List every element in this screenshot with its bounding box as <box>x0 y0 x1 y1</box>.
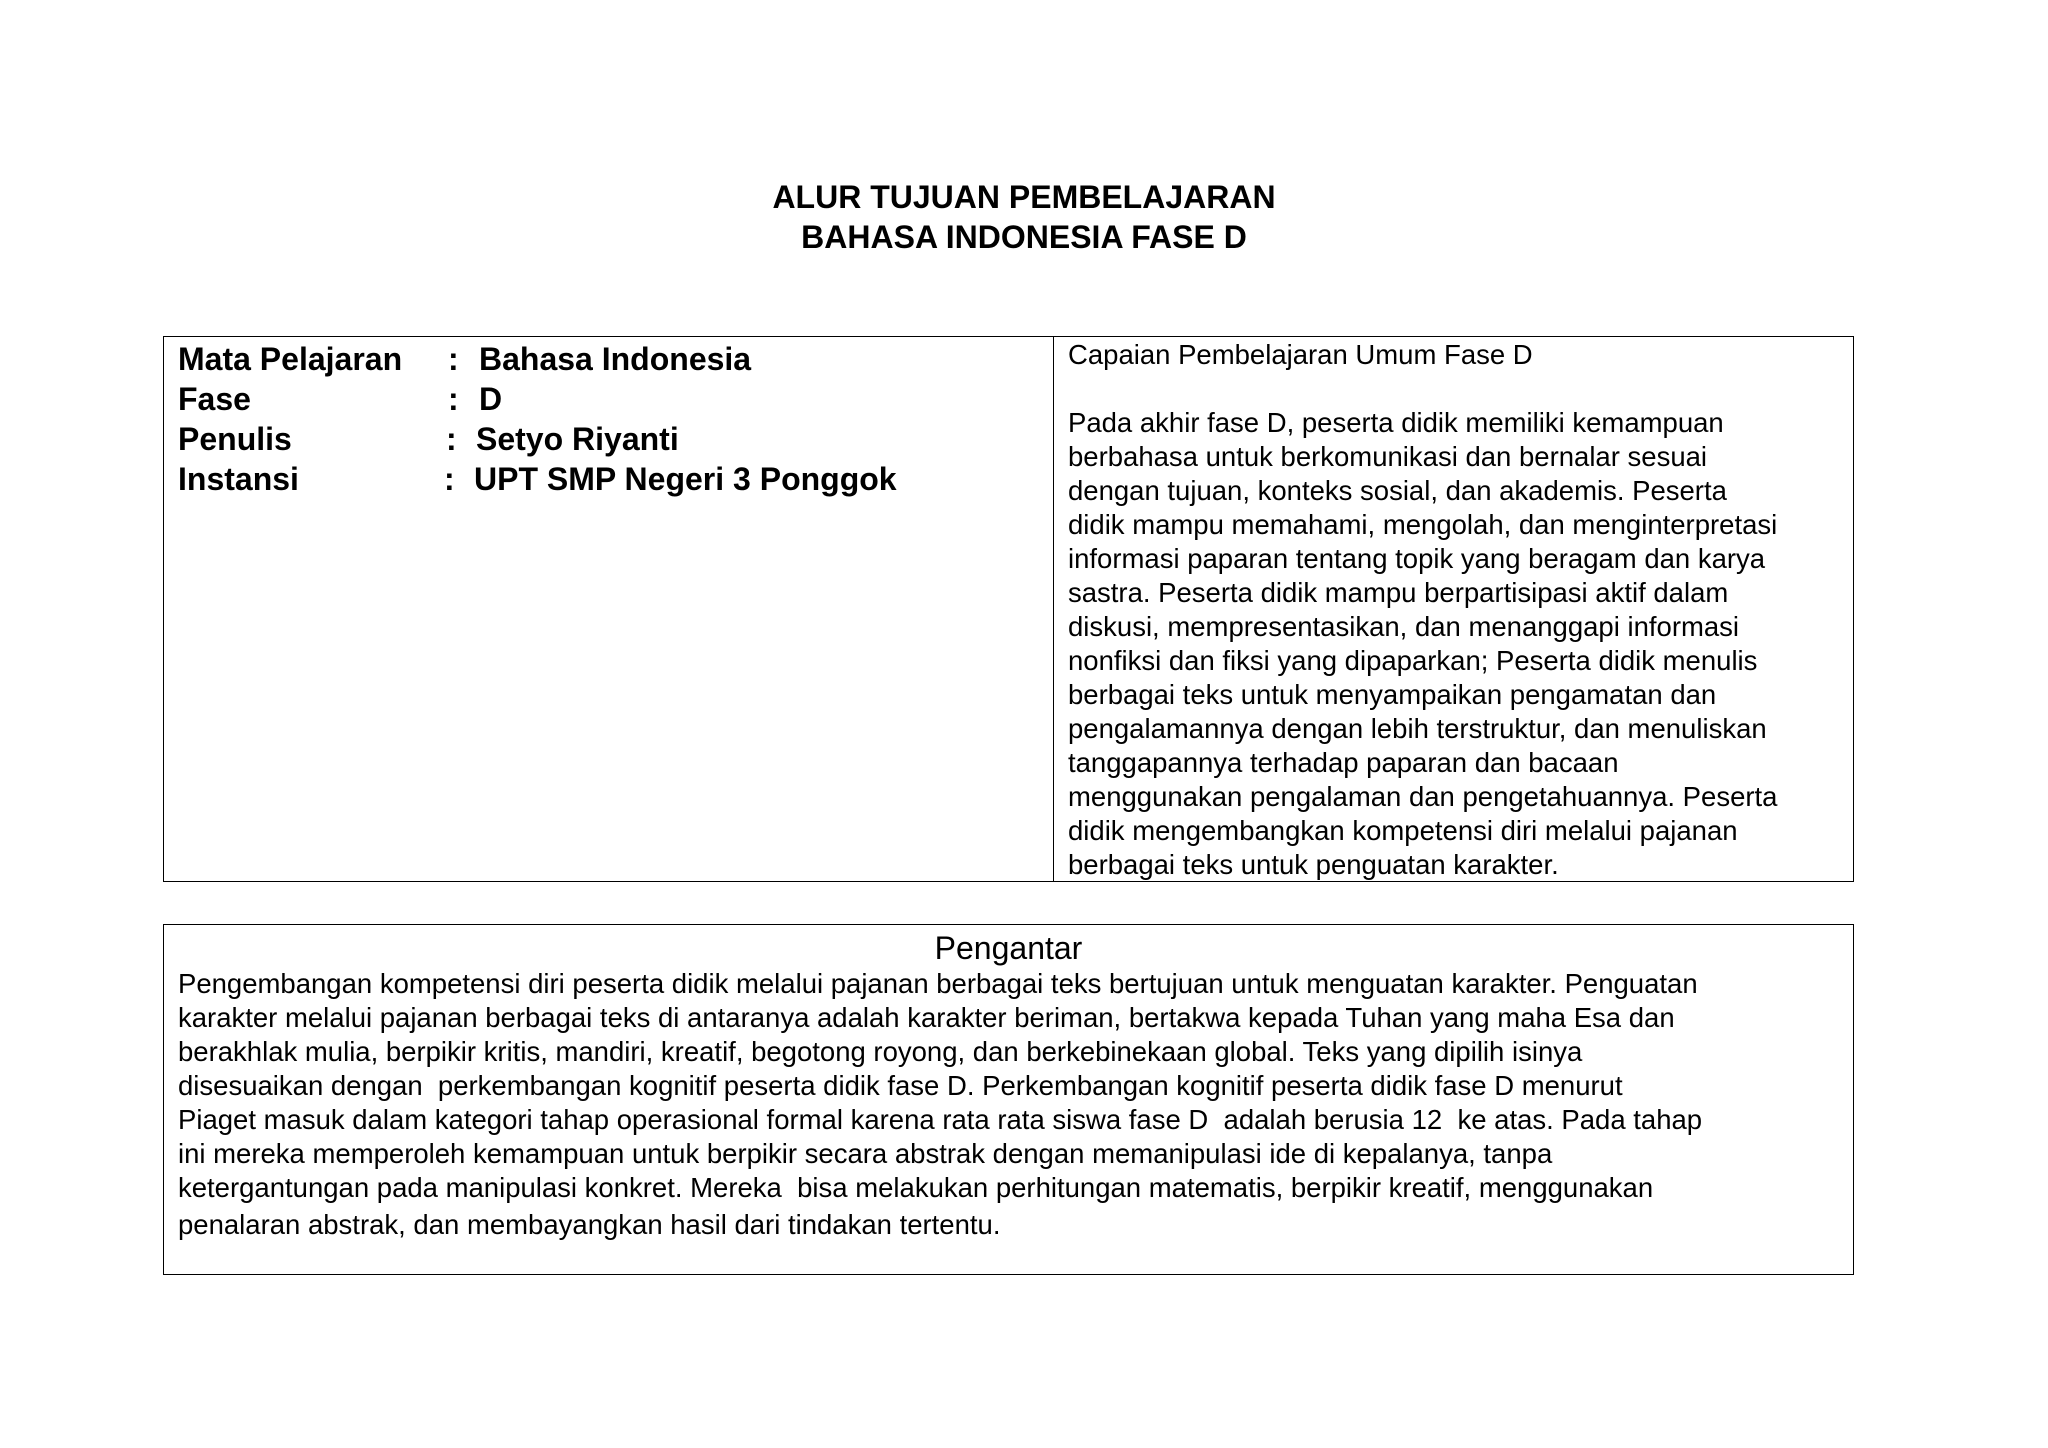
pengantar-line: ini mereka memperoleh kemampuan untuk berpikir secara abstrak dengan memanipulasi ide di kepalanya, tanpa <box>178 1138 1553 1169</box>
capaian-cell <box>1054 337 1853 881</box>
capaian-line: dengan tujuan, konteks sosial, dan akademis. Peserta <box>1068 475 1727 506</box>
capaian-line: diskusi, mempresentasikan, dan menanggapi informasi <box>1068 611 1740 642</box>
document-title-line-1: ALUR TUJUAN PEMBELAJARAN <box>772 179 1276 215</box>
identity-separator: : <box>448 341 459 377</box>
capaian-line: nonfiksi dan fiksi yang dipaparkan; Peserta didik menulis <box>1068 645 1758 676</box>
capaian-line: informasi paparan tentang topik yang beragam dan karya <box>1068 543 1766 574</box>
capaian-line: berbagai teks untuk menyampaikan pengamatan dan <box>1068 679 1717 710</box>
identity-separator: : <box>444 461 455 497</box>
capaian-line: sastra. Peserta didik mampu berpartisipasi aktif dalam <box>1068 577 1729 608</box>
pengantar-line: berakhlak mulia, berpikir kritis, mandiri, kreatif, begotong royong, dan berkebinekaan global. Teks yang dipilih isinya <box>178 1036 1583 1067</box>
identity-label: Penulis <box>178 421 292 457</box>
identity-label: Mata Pelajaran <box>178 341 403 377</box>
identity-table <box>163 336 1854 882</box>
capaian-heading: Capaian Pembelajaran Umum Fase D <box>1068 339 1533 370</box>
identity-label: Fase <box>178 381 251 417</box>
pengantar-body <box>178 967 1839 1242</box>
pengantar-heading: Pengantar <box>934 930 1083 966</box>
pengantar-line: penalaran abstrak, dan membayangkan hasil dari tindakan tertentu. <box>178 1209 1001 1240</box>
capaian-line: pengalamannya dengan lebih terstruktur, dan menuliskan <box>1068 713 1767 744</box>
identity-value: D <box>479 381 503 417</box>
pengantar-line: karakter melalui pajanan berbagai teks di antaranya adalah karakter beriman, bertakwa kepada Tuhan yang maha Esa dan <box>178 1002 1675 1033</box>
capaian-line: tanggapannya terhadap paparan dan bacaan <box>1068 747 1619 778</box>
pengantar-line: ketergantungan pada manipulasi konkret. Mereka bisa melakukan perhitungan matematis, berpikir kreatif, menggunakan <box>178 1172 1654 1203</box>
identity-separator: : <box>448 381 459 417</box>
pengantar-line: disesuaikan dengan perkembangan kognitif peserta didik fase D. Perkembangan kognitif peserta didik fase D menurut <box>178 1070 1623 1101</box>
capaian-line: Pada akhir fase D, peserta didik memiliki kemampuan <box>1068 407 1724 438</box>
identity-label: Instansi <box>178 461 299 497</box>
capaian-line: didik mampu memahami, mengolah, dan menginterpretasi <box>1068 509 1778 540</box>
pengantar-line: Piaget masuk dalam kategori tahap operasional formal karena rata rata siswa fase D adalah berusia 12 ke atas. Pada tahap <box>178 1104 1703 1135</box>
document-title-line-2: BAHASA INDONESIA FASE D <box>801 219 1247 255</box>
pengantar-line: Pengembangan kompetensi diri peserta didik melalui pajanan berbagai teks bertujuan untuk menguatan karakter. Penguatan <box>178 968 1698 999</box>
identity-separator: : <box>446 421 457 457</box>
capaian-line: berbahasa untuk berkomunikasi dan bernalar sesuai <box>1068 441 1708 472</box>
identity-value: Bahasa Indonesia <box>479 341 752 377</box>
identity-cell <box>164 337 1054 881</box>
capaian-body <box>1068 406 1839 882</box>
identity-value: Setyo Riyanti <box>476 421 679 457</box>
pengantar-box <box>163 924 1854 1275</box>
capaian-line: didik mengembangkan kompetensi diri melalui pajanan <box>1068 815 1738 846</box>
identity-value: UPT SMP Negeri 3 Ponggok <box>474 461 897 497</box>
capaian-line: berbagai teks untuk penguatan karakter. <box>1068 849 1559 880</box>
capaian-line: menggunakan pengalaman dan pengetahuannya. Peserta <box>1068 781 1778 812</box>
